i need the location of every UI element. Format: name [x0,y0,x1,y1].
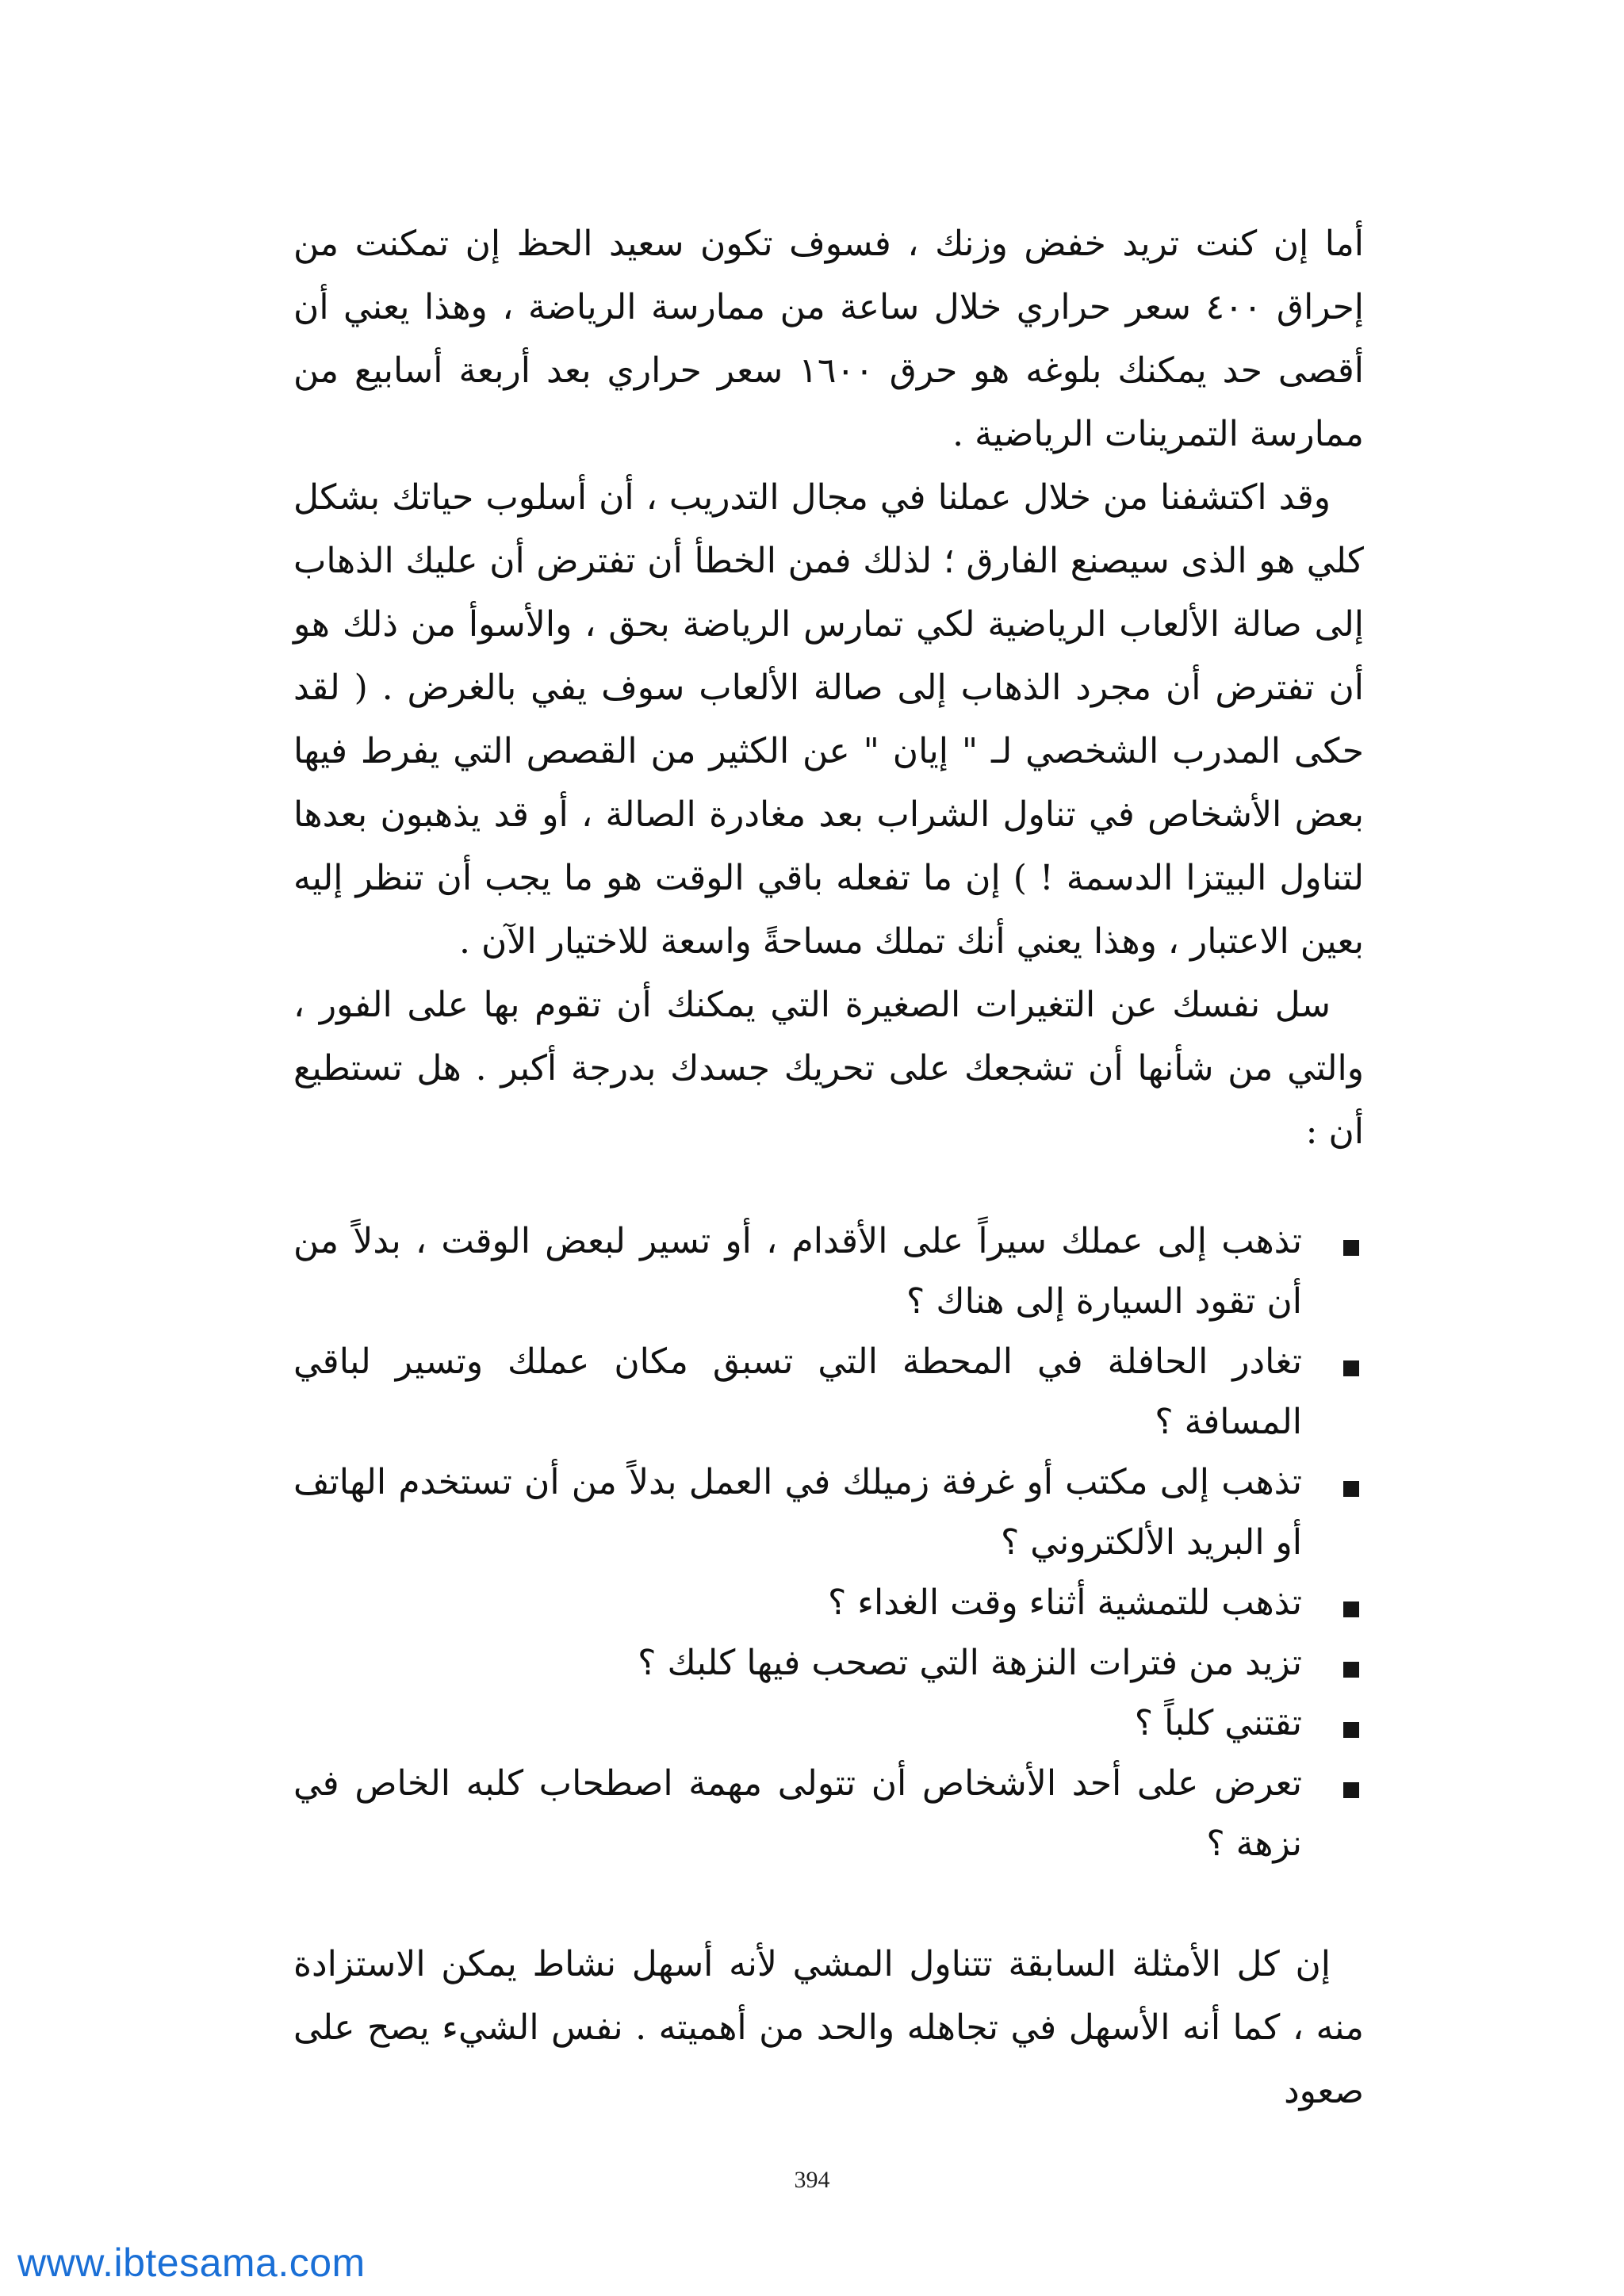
list-item [293,1693,1364,1754]
list-item-text: تعرض على أحد الأشخاص أن تتولى مهمة اصطحاب كلبه الخاص في نزهة ؟ [293,1763,1302,1864]
list-item [293,1573,1364,1633]
page-body [293,212,1364,2123]
list-item-text: تقتني كلباً ؟ [1134,1703,1302,1743]
site-url-link[interactable]: www.ibtesama.com [17,2241,366,2285]
list-item [293,1754,1364,1874]
paragraph-small-changes: سل نفسك عن التغيرات الصغيرة التي يمكنك أن تقوم بها على الفور ، والتي من شأنها أن تشجعك على تحريك جسدك بدرجة أكبر . هل تستطيع أن : [293,985,1364,1152]
list-item-text: تذهب للتمشية أثناء وقت الغداء ؟ [827,1582,1302,1623]
square-bullet-icon [1343,1662,1359,1678]
square-bullet-icon [1343,1240,1359,1256]
list-item-text: تغادر الحافلة في المحطة التي تسبق مكان عملك وتسير لباقي المسافة ؟ [293,1341,1302,1442]
list-item [293,1211,1364,1332]
square-bullet-icon [1343,1601,1359,1617]
square-bullet-icon [1343,1722,1359,1738]
paragraph-walking-examples: إن كل الأمثلة السابقة تتناول المشي لأنه أسهل نشاط يمكن الاستزادة منه ، كما أنه الأسهل في تجاهله والحد من أهميته . نفس الشيء يصح على صعود [293,1944,1364,2111]
list-item-text: تذهب إلى مكتب أو غرفة زميلك في العمل بدلاً من أن تستخدم الهاتف أو البريد الألكتروني ؟ [293,1462,1302,1563]
paragraph-lifestyle: وقد اكتشفنا من خلال عملنا في مجال التدريب ، أن أسلوب حياتك بشكل كلي هو الذى سيصنع الفارق ؛ لذلك فمن الخطأ أن تفترض أن عليك الذهاب إلى صالة الألعاب الرياضية لكي تمارس الرياضة بحق ، والأسوأ من ذلك هو أن تفترض أن مجرد الذهاب إلى صالة الألعاب سوف يفي بالغرض . ( لقد حكى المدرب الشخصي لـ " إيان " عن الكثير من القصص التي يفرط فيها بعض الأشخاص في تناول الشراب بعد مغادرة الصالة ، أو قد يذهبون بعدها لتناول البيتزا الدسمة ! ) إن ما تفعله باقي الوقت هو ما يجب أن تنظر إليه بعين الاعتبار ، وهذا يعني أنك تملك مساحةً واسعة للاختيار الآن . [293,477,1364,962]
suggestion-list [293,1211,1364,1874]
list-item-text: تزيد من فترات النزهة التي تصحب فيها كلبك ؟ [638,1643,1302,1683]
square-bullet-icon [1343,1360,1359,1376]
square-bullet-icon [1343,1782,1359,1798]
paragraph-weight-loss: أما إن كنت تريد خفض وزنك ، فسوف تكون سعيد الحظ إن تمكنت من إحراق ٤٠٠ سعر حراري خلال ساعة من ممارسة الرياضة ، وهذا يعني أن أقصى حد يمكنك بلوغه هو حرق ١٦٠٠ سعر حراري بعد أربعة أسابيع من ممارسة التمرينات الرياضية . [293,224,1364,454]
list-item [293,1332,1364,1452]
square-bullet-icon [1343,1481,1359,1497]
list-item [293,1452,1364,1573]
list-item-text: تذهب إلى عملك سيراً على الأقدام ، أو تسير لبعض الوقت ، بدلاً من أن تقود السيارة إلى هناك ؟ [293,1221,1302,1322]
list-item [293,1633,1364,1693]
page-number: 394 [794,2167,830,2193]
